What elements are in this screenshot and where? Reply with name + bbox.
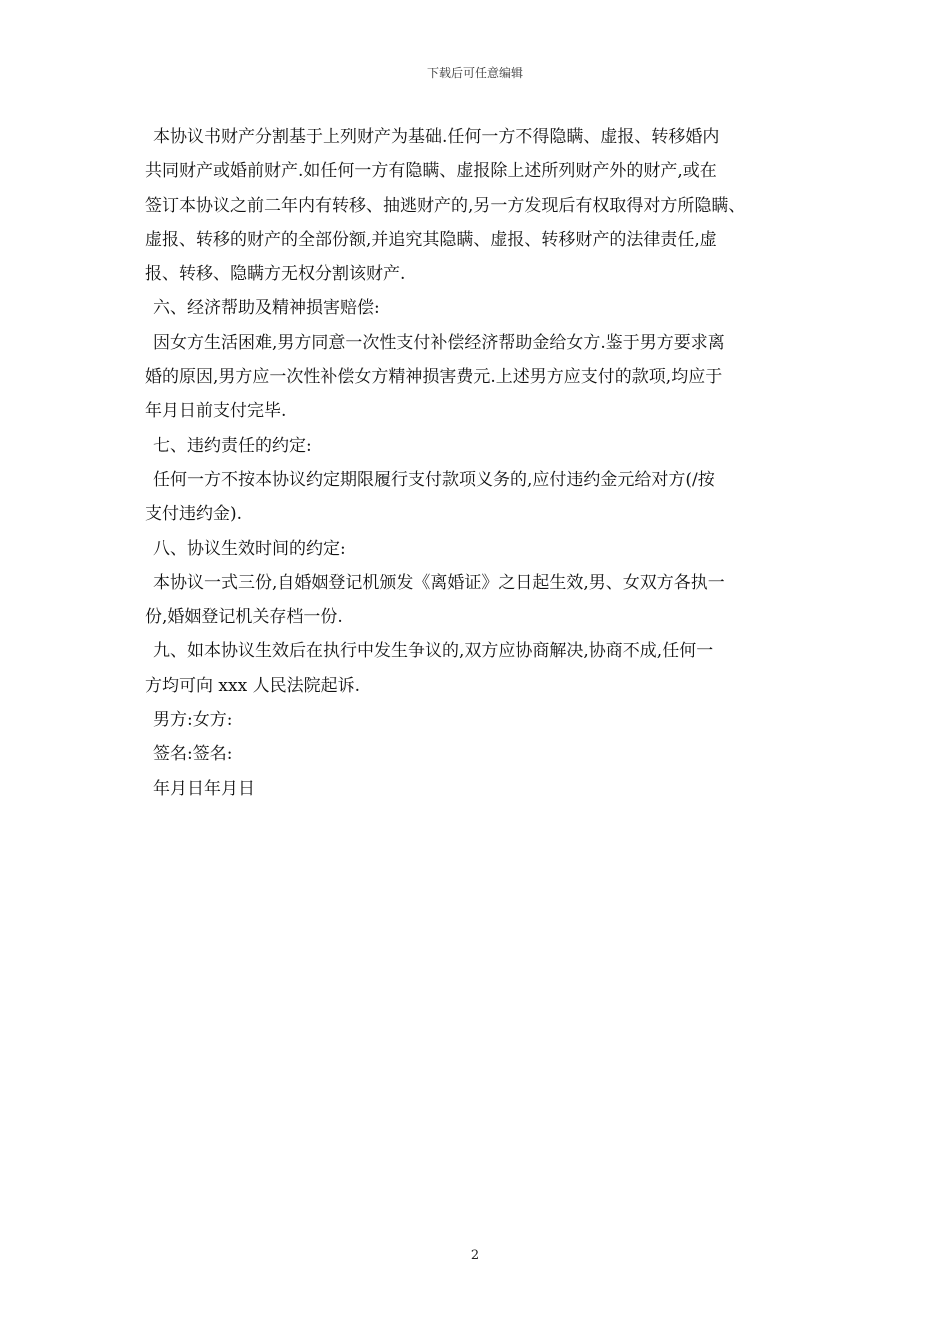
document-body [145, 120, 810, 806]
text-line: 本协议书财产分割基于上列财产为基础.任何一方不得隐瞒、虚报、转移婚内 [153, 127, 720, 147]
text-line: 七、违约责任的约定: [153, 435, 312, 456]
text-line: 份,婚姻登记机关存档一份. [145, 607, 343, 628]
text-line: 签名:签名: [153, 744, 233, 765]
text-line: 八、协议生效时间的约定: [153, 538, 346, 559]
text-line: 男方:女方: [153, 710, 233, 731]
text-line: 年月日前支付完毕. [145, 401, 287, 422]
text-line: 年月日年月日 [153, 778, 255, 799]
text-line: 支付违约金). [145, 504, 243, 525]
text-line: 方均可向 xxx 人民法院起诉. [145, 675, 360, 696]
text-line: 共同财产或婚前财产.如任何一方有隐瞒、虚报除上述所列财产外的财产,或在 [145, 161, 717, 182]
text-line: 报、转移、隐瞒方无权分割该财产. [145, 264, 406, 285]
text-line: 因女方生活困难,男方同意一次性支付补偿经济帮助金给女方.鉴于男方要求离 [153, 332, 725, 353]
text-line: 虚报、转移的财产的全部份额,并追究其隐瞒、虚报、转移财产的法律责任,虚 [145, 229, 717, 250]
text-line: 本协议一式三份,自婚姻登记机颁发《离婚证》之日起生效,男、女双方各执一 [153, 572, 725, 593]
page-number: 2 [470, 1248, 480, 1263]
text-line: 六、经济帮助及精神损害赔偿: [153, 298, 380, 319]
text-line: 九、如本协议生效后在执行中发生争议的,双方应协商解决,协商不成,任何一 [153, 641, 714, 662]
text-line: 签订本协议之前二年内有转移、抽逃财产的,另一方发现后有权取得对方所隐瞒、 [145, 195, 746, 216]
text-line: 婚的原因,男方应一次性补偿女方精神损害费元.上述男方应支付的款项,均应于 [145, 367, 723, 388]
text-line: 任何一方不按本协议约定期限履行支付款项义务的,应付违约金元给对方(/按 [153, 469, 715, 490]
page-header: 下载后可任意编辑 [426, 66, 523, 80]
